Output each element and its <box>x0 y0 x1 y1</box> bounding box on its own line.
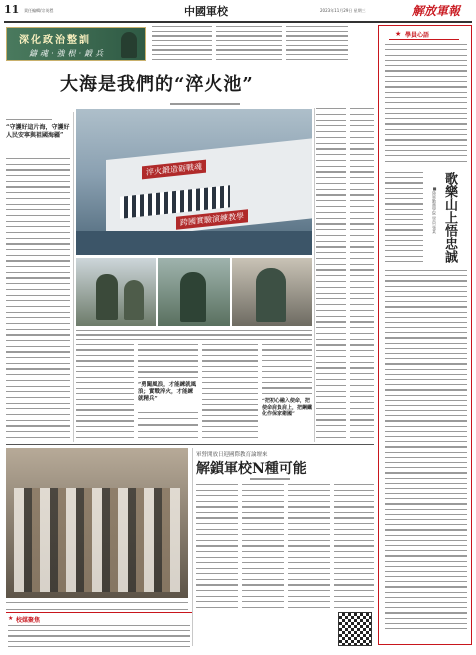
mid-col-2 <box>138 344 198 378</box>
figure-silhouette <box>96 274 118 320</box>
mid-col-1 <box>76 344 134 438</box>
mid-col-2b <box>138 412 198 438</box>
quote-box-2: “把初心融入使命，把使命肩負肩上，把鋼鐵化作保家衛國” <box>262 398 313 417</box>
column-rule <box>192 448 193 646</box>
column-rule <box>73 112 74 442</box>
bottom-col-1 <box>196 484 238 608</box>
page-header <box>0 0 476 22</box>
main-byline <box>170 102 240 106</box>
figure-silhouette-3 <box>180 272 206 322</box>
photo-caption-bar-2: 跨國實驗演練教學 <box>176 209 248 230</box>
students-group <box>14 488 180 592</box>
bottom-col-4 <box>334 484 374 608</box>
header-rule <box>4 21 472 23</box>
sidebar-top-text <box>385 44 467 162</box>
bottom-divider <box>6 444 374 445</box>
bottom-kicker: 軍營開放日迎國際教育論壇來 <box>196 452 268 458</box>
left-subhead: “守護好這片海，守護好人民安寧與祖國海疆” <box>6 124 70 139</box>
header-date: 2023年11月29日 星期三 <box>320 8 366 13</box>
column-rule <box>314 108 315 442</box>
bottom-col-3 <box>288 484 330 608</box>
photo-deck <box>232 258 312 326</box>
sidebar-headline: 歌樂山上悟忠誠 <box>442 172 457 263</box>
page-number: 11 <box>4 3 20 16</box>
sea-surface <box>76 231 312 255</box>
right-mid-col-2 <box>350 108 374 438</box>
left-intro-lines <box>6 119 52 122</box>
sidebar-body-text <box>385 270 467 630</box>
top-text-col-3 <box>286 26 348 60</box>
bottom-headline: 解鎖軍校N種可能 <box>196 461 307 477</box>
media-focus-tag: 校媒聚焦 <box>16 617 41 624</box>
sidebar-tag <box>389 30 459 40</box>
star-icon: ★ <box>8 615 14 622</box>
bottom-photo <box>6 448 188 598</box>
quote-box-1: “勇闖風浪，才能練就風浪；實戰淬火，才能練就精兵” <box>138 382 197 402</box>
bottom-col-2 <box>242 484 284 608</box>
media-focus-box <box>6 612 192 648</box>
mid-col-3 <box>202 344 258 438</box>
left-body-text <box>6 158 70 438</box>
photo-caption-bar-1: 淬火鍛造砺戰魂 <box>142 160 206 180</box>
photo-class <box>158 258 230 326</box>
banner-subtitle: 鑄魂·強根·鍛兵 <box>29 49 107 58</box>
photo-binoculars <box>76 258 156 326</box>
figure-silhouette-2 <box>124 280 144 320</box>
sidebar-side-text <box>385 172 423 262</box>
section-title: 中國軍校 <box>184 5 228 18</box>
sidebar-box <box>378 25 472 645</box>
section-editor: 責任編輯/宗英穩 <box>24 8 54 13</box>
ship-photo <box>76 109 312 255</box>
media-focus-text <box>8 625 190 647</box>
sidebar-tag-label: 學員心語 <box>405 32 430 39</box>
masthead: 解放軍報 <box>412 4 461 18</box>
star-icon: ★ <box>395 30 402 38</box>
banner-image <box>6 27 146 61</box>
top-text-col-2 <box>216 26 282 60</box>
sidebar-byline: ■陸軍勤務學院 學員 張某 <box>432 186 437 234</box>
figure-silhouette-4 <box>256 268 286 322</box>
mid-col-4a <box>262 344 312 394</box>
bottom-photo-caption <box>6 602 188 610</box>
photo-caption-text <box>76 330 312 340</box>
main-headline: 大海是我們的“淬火池” <box>60 74 254 95</box>
qr-code-image <box>338 612 372 646</box>
banner-title: 深化政治整訓 <box>19 35 91 46</box>
soldier-figure-icon <box>121 32 137 58</box>
right-mid-col-1 <box>316 108 346 438</box>
bottom-byline-line <box>250 478 290 480</box>
top-text-col-1 <box>152 26 212 60</box>
